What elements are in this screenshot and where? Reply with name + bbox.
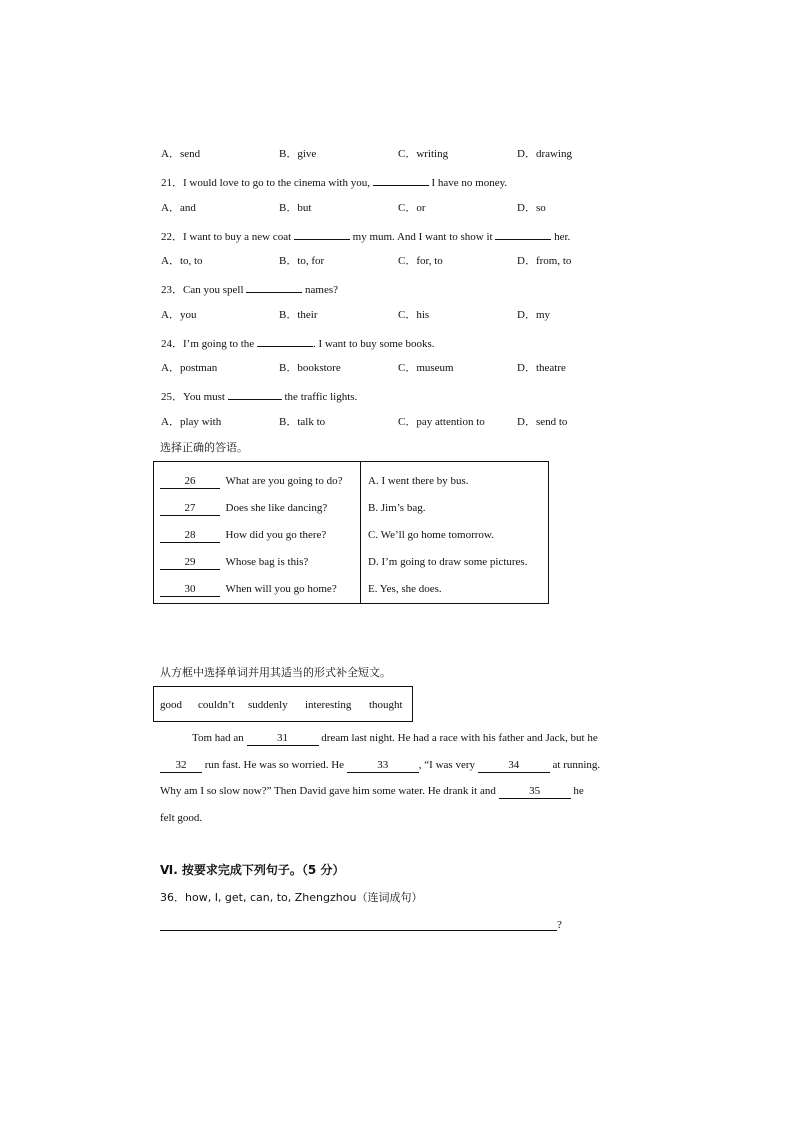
answer-blank (373, 174, 429, 186)
matching-instruction: 选择正确的答语。 (160, 441, 248, 454)
q23-option-a: A．you (161, 309, 197, 321)
matching-question-row: 26 What are you going to do? (160, 474, 343, 489)
cloze-line-4: felt good. (160, 812, 203, 824)
q20-option-d: D．drawing (517, 148, 572, 160)
matching-question-row: 30 When will you go home? (160, 582, 337, 597)
q22-option-d: D．from, to (517, 255, 572, 267)
answer-blank (495, 228, 551, 240)
answer-blank (228, 388, 282, 400)
matching-answer: A. I went there by bus. (368, 475, 469, 487)
word-bank (153, 686, 413, 722)
word-bank-item: good (160, 699, 182, 711)
cloze-line-1: Tom had an 31 dream last night. He had a race with his father and Jack, but he (192, 732, 598, 744)
section-6-title: Ⅵ. 按要求完成下列句子。（5 分） (160, 863, 345, 877)
matching-answer: D. I’m going to draw some pictures. (368, 556, 528, 568)
q24-option-a: A．postman (161, 362, 218, 374)
q21-option-c: C．or (398, 202, 426, 214)
matching-answer: B. Jim’s bag. (368, 502, 426, 514)
word-bank-item: thought (369, 699, 403, 711)
q25-option-a: A．play with (161, 416, 222, 428)
q24-option-c: C．museum (398, 362, 454, 374)
matching-question-row: 27 Does she like dancing? (160, 501, 327, 516)
cloze-line-3: Why am I so slow now?” Then David gave him some water. He drank it and 35 he (160, 785, 584, 797)
q21-option-d: D．so (517, 202, 546, 214)
answer-blank (294, 228, 350, 240)
answer-blank (257, 335, 313, 347)
matching-question-row: 29 Whose bag is this? (160, 555, 308, 570)
q20-option-b: B．give (279, 148, 317, 160)
matching-question-row: 28 How did you go there? (160, 528, 326, 543)
q22-option-c: C．for, to (398, 255, 443, 267)
q20-option-a: A．send (161, 148, 201, 160)
question-23: 23．Can you spell names? (161, 281, 338, 297)
q25-option-b: B．talk to (279, 416, 326, 428)
question-mark: ? (557, 919, 562, 931)
question-24: 24．I’m going to the . I want to buy some books. (161, 335, 435, 351)
q21-option-a: A．and (161, 202, 196, 214)
q24-option-b: B．bookstore (279, 362, 341, 374)
q22-option-a: A．to, to (161, 255, 203, 267)
q23-option-c: C．his (398, 309, 430, 321)
q20-option-c: C．writing (398, 148, 449, 160)
word-bank-item: couldn’t (198, 699, 235, 711)
matching-answer: E. Yes, she does. (368, 583, 442, 595)
matching-answer: C. We’ll go home tomorrow. (368, 529, 494, 541)
word-bank-item: interesting (305, 699, 352, 711)
answer-blank (246, 281, 302, 293)
q24-option-d: D．theatre (517, 362, 566, 374)
q25-option-c: C．pay attention to (398, 416, 485, 428)
q23-option-b: B．their (279, 309, 318, 321)
matching-table (153, 461, 549, 604)
q22-option-b: B．to, for (279, 255, 325, 267)
question-22: 22．I want to buy a new coat my mum. And I want to show it her. (161, 228, 570, 244)
q23-option-d: D．my (517, 309, 550, 321)
question-36: 36．how, I, get, can, to, Zhengzhou（连词成句） (160, 891, 423, 904)
word-bank-item: suddenly (248, 699, 288, 711)
table-divider (360, 462, 361, 603)
cloze-line-2: 32 run fast. He was so worried. He 33 , “I was very 34 at running. (160, 758, 600, 773)
answer-line (160, 930, 557, 931)
q21-option-b: B．but (279, 202, 312, 214)
cloze-instruction: 从方框中选择单词并用其适当的形式补全短文。 (160, 666, 391, 679)
q25-option-d: D．send to (517, 416, 568, 428)
question-25: 25．You must the traffic lights. (161, 388, 357, 404)
question-21: 21．I would love to go to the cinema with you, I have no money. (161, 174, 507, 190)
